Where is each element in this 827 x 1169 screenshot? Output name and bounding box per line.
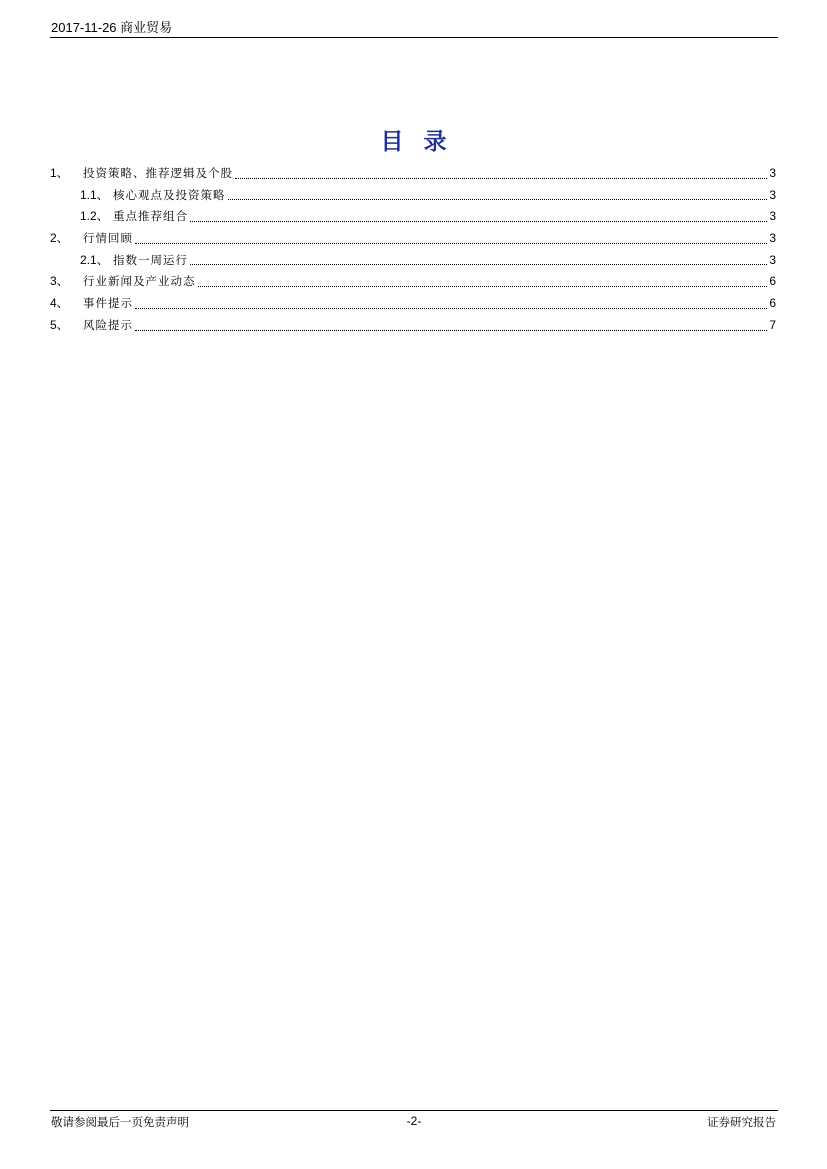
toc-dot-leader: [228, 199, 768, 200]
page-number: -2-: [406, 1114, 422, 1128]
toc-entry[interactable]: [50, 163, 776, 185]
toc-entry-label[interactable]: 行业新闻及产业动态: [83, 274, 196, 289]
toc-entry-number: 1.1、: [80, 187, 109, 202]
toc-entry-number: 2、: [50, 231, 69, 246]
table-of-contents: [50, 163, 776, 337]
toc-entry-number: 1.2、: [80, 209, 109, 224]
toc-entry[interactable]: [50, 250, 776, 272]
toc-dot-leader: [198, 286, 768, 287]
toc-entry[interactable]: [50, 185, 776, 207]
toc-entry-label[interactable]: 投资策略、推荐逻辑及个股: [83, 166, 233, 180]
toc-entry-page[interactable]: 7: [769, 317, 776, 332]
toc-entry-label[interactable]: 核心观点及投资策略: [113, 187, 226, 202]
toc-entry-label[interactable]: 事件提示: [83, 296, 133, 311]
page-footer: [50, 1110, 778, 1132]
toc-dot-leader: [235, 178, 767, 179]
disclaimer-note: 敬请参阅最后一页免责声明: [51, 1115, 189, 1129]
toc-entry-number: 5、: [50, 317, 69, 332]
toc-title: 目录: [380, 129, 467, 155]
toc-entry[interactable]: [50, 228, 776, 250]
toc-entry-page[interactable]: 3: [769, 252, 776, 267]
page-header: [50, 18, 778, 38]
toc-entry[interactable]: [50, 271, 776, 293]
toc-entry-number: 3、: [50, 274, 69, 289]
toc-entry-page[interactable]: 3: [769, 166, 776, 180]
toc-entry-page[interactable]: 6: [769, 296, 776, 311]
toc-dot-leader: [135, 330, 767, 331]
toc-entry-label[interactable]: 行情回顾: [83, 231, 133, 246]
toc-entry-page[interactable]: 6: [769, 274, 776, 289]
toc-entry-number: 4、: [50, 296, 69, 311]
toc-entry[interactable]: [50, 315, 776, 337]
toc-entry-page[interactable]: 3: [769, 209, 776, 224]
toc-entry-label[interactable]: 重点推荐组合: [113, 209, 188, 224]
toc-entry-label[interactable]: 指数一周运行: [113, 252, 188, 267]
toc-entry-page[interactable]: 3: [769, 231, 776, 246]
toc-entry[interactable]: [50, 206, 776, 228]
report-type: 证券研究报告: [707, 1115, 776, 1129]
toc-dot-leader: [190, 221, 767, 222]
toc-entry-number: 1、: [50, 166, 69, 180]
toc-dot-leader: [190, 264, 767, 265]
header-date-sector: 2017-11-26 商业贸易: [51, 20, 173, 35]
toc-entry[interactable]: [50, 293, 776, 315]
toc-entry-label[interactable]: 风险提示: [83, 317, 133, 332]
toc-dot-leader: [135, 308, 767, 309]
toc-entry-page[interactable]: 3: [769, 187, 776, 202]
toc-dot-leader: [135, 243, 767, 244]
toc-entry-number: 2.1、: [80, 252, 109, 267]
